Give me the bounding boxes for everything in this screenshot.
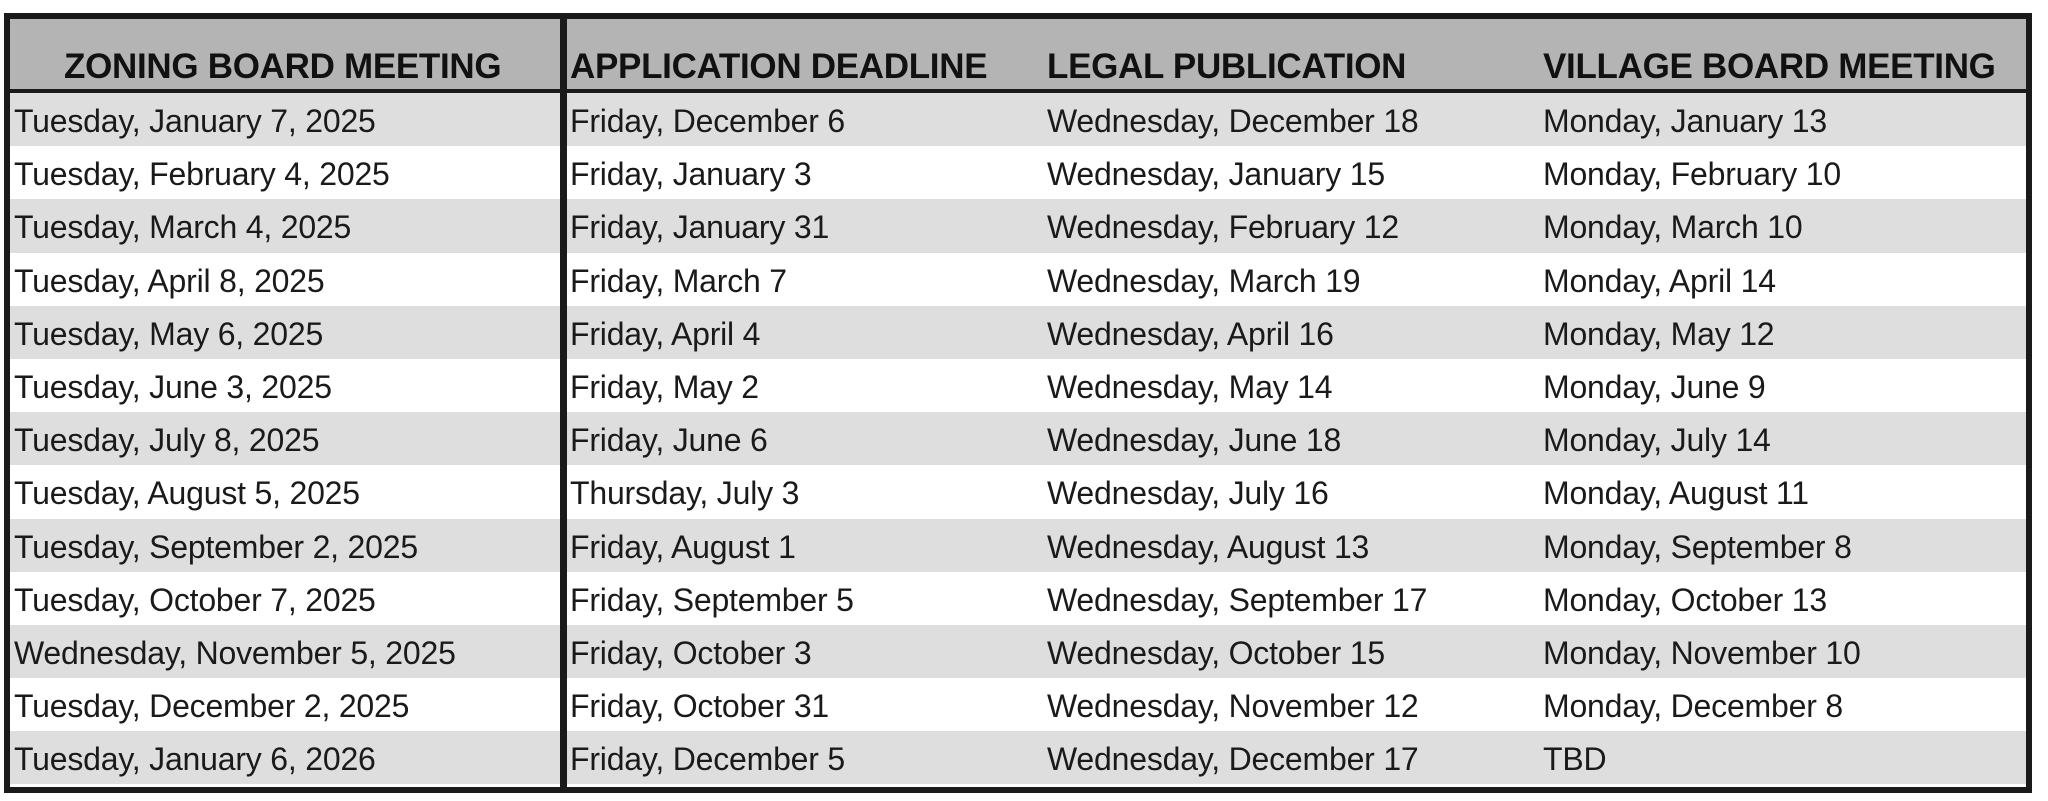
zoning-date-cell: Tuesday, August 5, 2025 bbox=[14, 475, 360, 512]
zoning-date-cell: Tuesday, July 8, 2025 bbox=[14, 422, 320, 459]
village-board-cell: Monday, June 9 bbox=[1543, 368, 1766, 405]
zoning-date-cell: Tuesday, January 6, 2026 bbox=[14, 741, 376, 778]
publication-cell: Wednesday, December 17 bbox=[1047, 741, 1419, 778]
table-row bbox=[10, 625, 2026, 678]
village-board-cell: Monday, April 14 bbox=[1543, 262, 1776, 299]
deadline-cell: Friday, September 5 bbox=[570, 581, 854, 618]
table-row bbox=[10, 572, 2026, 625]
publication-cell: Wednesday, October 15 bbox=[1047, 634, 1385, 671]
table-row bbox=[10, 678, 2026, 731]
table-row bbox=[10, 519, 2026, 572]
publication-cell: Wednesday, January 15 bbox=[1047, 156, 1385, 193]
village-board-cell: Monday, July 14 bbox=[1543, 422, 1771, 459]
publication-cell: Wednesday, February 12 bbox=[1047, 209, 1399, 246]
table-row bbox=[10, 412, 2026, 465]
table-row bbox=[10, 731, 2026, 784]
table-row bbox=[10, 253, 2026, 306]
publication-cell: Wednesday, November 12 bbox=[1047, 688, 1419, 725]
deadline-cell: Friday, December 6 bbox=[570, 103, 846, 139]
zoning-date-cell: Tuesday, January 7, 2025 bbox=[14, 103, 376, 139]
publication-cell: Wednesday, August 13 bbox=[1047, 528, 1370, 565]
village-board-cell: Monday, December 8 bbox=[1543, 688, 1843, 725]
deadline-cell: Friday, August 1 bbox=[570, 528, 796, 565]
zoning-date-cell: Tuesday, April 8, 2025 bbox=[14, 262, 325, 299]
village-board-cell: Monday, August 11 bbox=[1543, 475, 1809, 512]
meeting-schedule-table bbox=[4, 13, 2032, 793]
village-board-cell: Monday, November 10 bbox=[1543, 634, 1861, 671]
publication-cell: Wednesday, December 18 bbox=[1047, 103, 1419, 139]
deadline-cell: Friday, October 31 bbox=[570, 688, 830, 725]
village-board-cell: TBD bbox=[1543, 741, 1607, 778]
village-board-cell: Monday, September 8 bbox=[1543, 528, 1852, 565]
deadline-cell: Friday, January 3 bbox=[570, 156, 812, 193]
table-row bbox=[10, 465, 2026, 518]
zoning-date-cell: Tuesday, September 2, 2025 bbox=[14, 528, 418, 565]
header-village-board-meeting: VILLAGE BOARD MEETING bbox=[1543, 47, 1996, 86]
zoning-date-cell: Tuesday, October 7, 2025 bbox=[14, 581, 376, 618]
header-zoning-board-meeting: ZONING BOARD MEETING bbox=[64, 47, 502, 86]
deadline-cell: Friday, December 5 bbox=[570, 741, 846, 778]
publication-cell: Wednesday, May 14 bbox=[1047, 368, 1333, 405]
publication-cell: Wednesday, June 18 bbox=[1047, 422, 1342, 459]
publication-cell: Wednesday, April 16 bbox=[1047, 315, 1334, 352]
deadline-cell: Thursday, July 3 bbox=[570, 475, 800, 512]
table-header-row bbox=[10, 19, 2026, 93]
deadline-cell: Friday, April 4 bbox=[570, 315, 761, 352]
publication-cell: Wednesday, March 19 bbox=[1047, 262, 1361, 299]
table-row bbox=[10, 199, 2026, 252]
header-legal-publication: LEGAL PUBLICATION bbox=[1047, 47, 1407, 86]
table-row bbox=[10, 93, 2026, 146]
village-board-cell: Monday, May 12 bbox=[1543, 315, 1775, 352]
publication-cell: Wednesday, September 17 bbox=[1047, 581, 1428, 618]
zoning-date-cell: Tuesday, February 4, 2025 bbox=[14, 156, 390, 193]
village-board-cell: Monday, March 10 bbox=[1543, 209, 1803, 246]
column-divider bbox=[560, 19, 567, 787]
zoning-date-cell: Tuesday, May 6, 2025 bbox=[14, 315, 324, 352]
village-board-cell: Monday, January 13 bbox=[1543, 103, 1827, 139]
village-board-cell: Monday, October 13 bbox=[1543, 581, 1827, 618]
header-application-deadline: APPLICATION DEADLINE bbox=[570, 47, 988, 86]
zoning-date-cell: Tuesday, June 3, 2025 bbox=[14, 368, 332, 405]
village-board-cell: Monday, February 10 bbox=[1543, 156, 1841, 193]
zoning-date-cell: Wednesday, November 5, 2025 bbox=[14, 634, 456, 671]
zoning-date-cell: Tuesday, December 2, 2025 bbox=[14, 688, 410, 725]
table-body bbox=[10, 93, 2026, 784]
deadline-cell: Friday, May 2 bbox=[570, 368, 759, 405]
table-row bbox=[10, 306, 2026, 359]
deadline-cell: Friday, March 7 bbox=[570, 262, 787, 299]
deadline-cell: Friday, October 3 bbox=[570, 634, 812, 671]
deadline-cell: Friday, January 31 bbox=[570, 209, 830, 246]
table-row bbox=[10, 359, 2026, 412]
publication-cell: Wednesday, July 16 bbox=[1047, 475, 1329, 512]
deadline-cell: Friday, June 6 bbox=[570, 422, 768, 459]
table-row bbox=[10, 146, 2026, 199]
zoning-date-cell: Tuesday, March 4, 2025 bbox=[14, 209, 352, 246]
